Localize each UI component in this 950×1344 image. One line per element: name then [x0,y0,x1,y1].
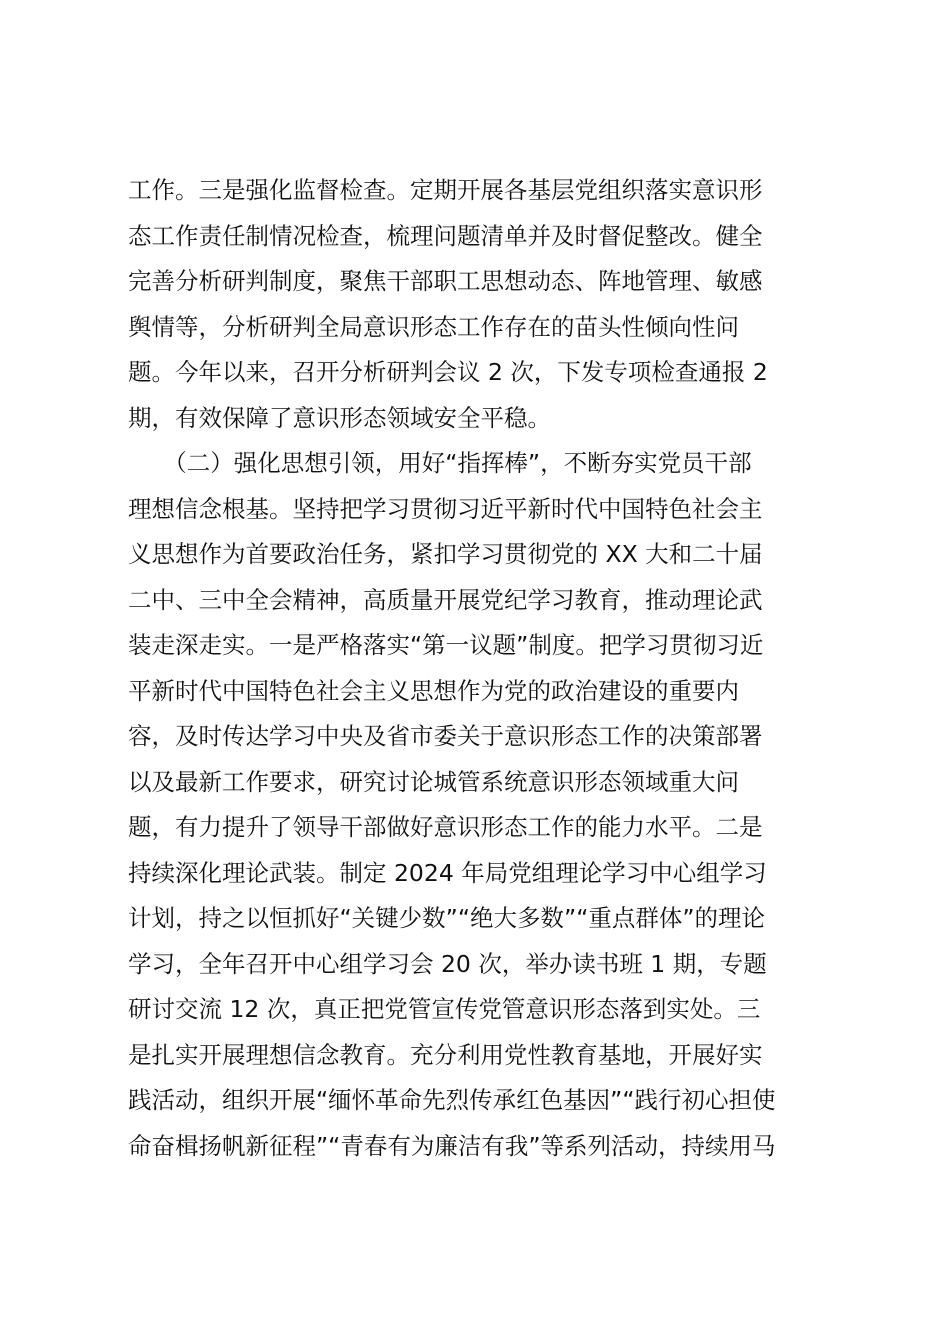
text-line: 二中、三中全会精神，高质量开展党纪学习教育，推动理论武 [128,585,763,614]
text-line: 期，有效保障了意识形态领域安全平稳。 [128,403,551,432]
text-line: 平新时代中国特色社会主义思想作为党的政治建设的重要内 [128,676,739,705]
text-line: 以及最新工作要求，研究讨论城管系统意识形态领域重大问 [128,767,739,796]
body-text [128,168,828,1169]
text-line: 命奋楫扬帆新征程”“青春有为廉洁有我”等系列活动，持续用马 [128,1131,776,1160]
text-line: 题。今年以来，召开分析研判会议 2 次，下发专项检查通报 2 [128,358,768,386]
text-line: 题，有力提升了领导干部做好意识形态工作的能力水平。二是 [128,813,763,841]
text-line: 是扎实开展理想信念教育。充分利用党性教育基地，开展好实 [128,1040,763,1069]
text-line: 装走深走实。一是严格落实“第一议题”制度。把学习贯彻习近 [128,631,764,659]
text-line: 义思想作为首要政治任务，紧扣学习贯彻党的 XX 大和二十届 [128,540,763,568]
text-line: 态工作责任制情况检查，梳理问题清单并及时督促整改。健全 [128,221,763,250]
text-line: 研讨交流 12 次，真正把党管宣传党管意识形态落到实处。三 [128,995,761,1023]
text-line: 完善分析研判制度，聚焦干部职工思想动态、阵地管理、敏感 [128,267,763,295]
text-line: 工作。三是强化监督检查。定期开展各基层党组织落实意识形 [128,176,763,204]
text-line: 理想信念根基。坚持把学习贯彻习近平新时代中国特色社会主 [128,494,763,523]
text-line: 学习，全年召开中心组学习会 20 次，举办读书班 1 期，专题 [128,949,767,978]
text-line: 践活动，组织开展“缅怀革命先烈传承红色基因”“践行初心担使 [128,1086,776,1114]
text-line: 容，及时传达学习中央及省市委关于意识形态工作的决策部署 [128,722,763,750]
text-line: 持续深化理论武装。制定 2024 年局党组理论学习中心组学习 [128,858,767,887]
text-line: 舆情等，分析研判全局意识形态工作存在的苗头性倾向性问 [128,312,739,341]
text-line: 计划，持之以恒抓好“关键少数”“绝大多数”“重点群体”的理论 [128,904,766,932]
section-heading-line: （二）强化思想引领，用好“指挥棒”，不断夯实党员干部 [128,449,752,477]
